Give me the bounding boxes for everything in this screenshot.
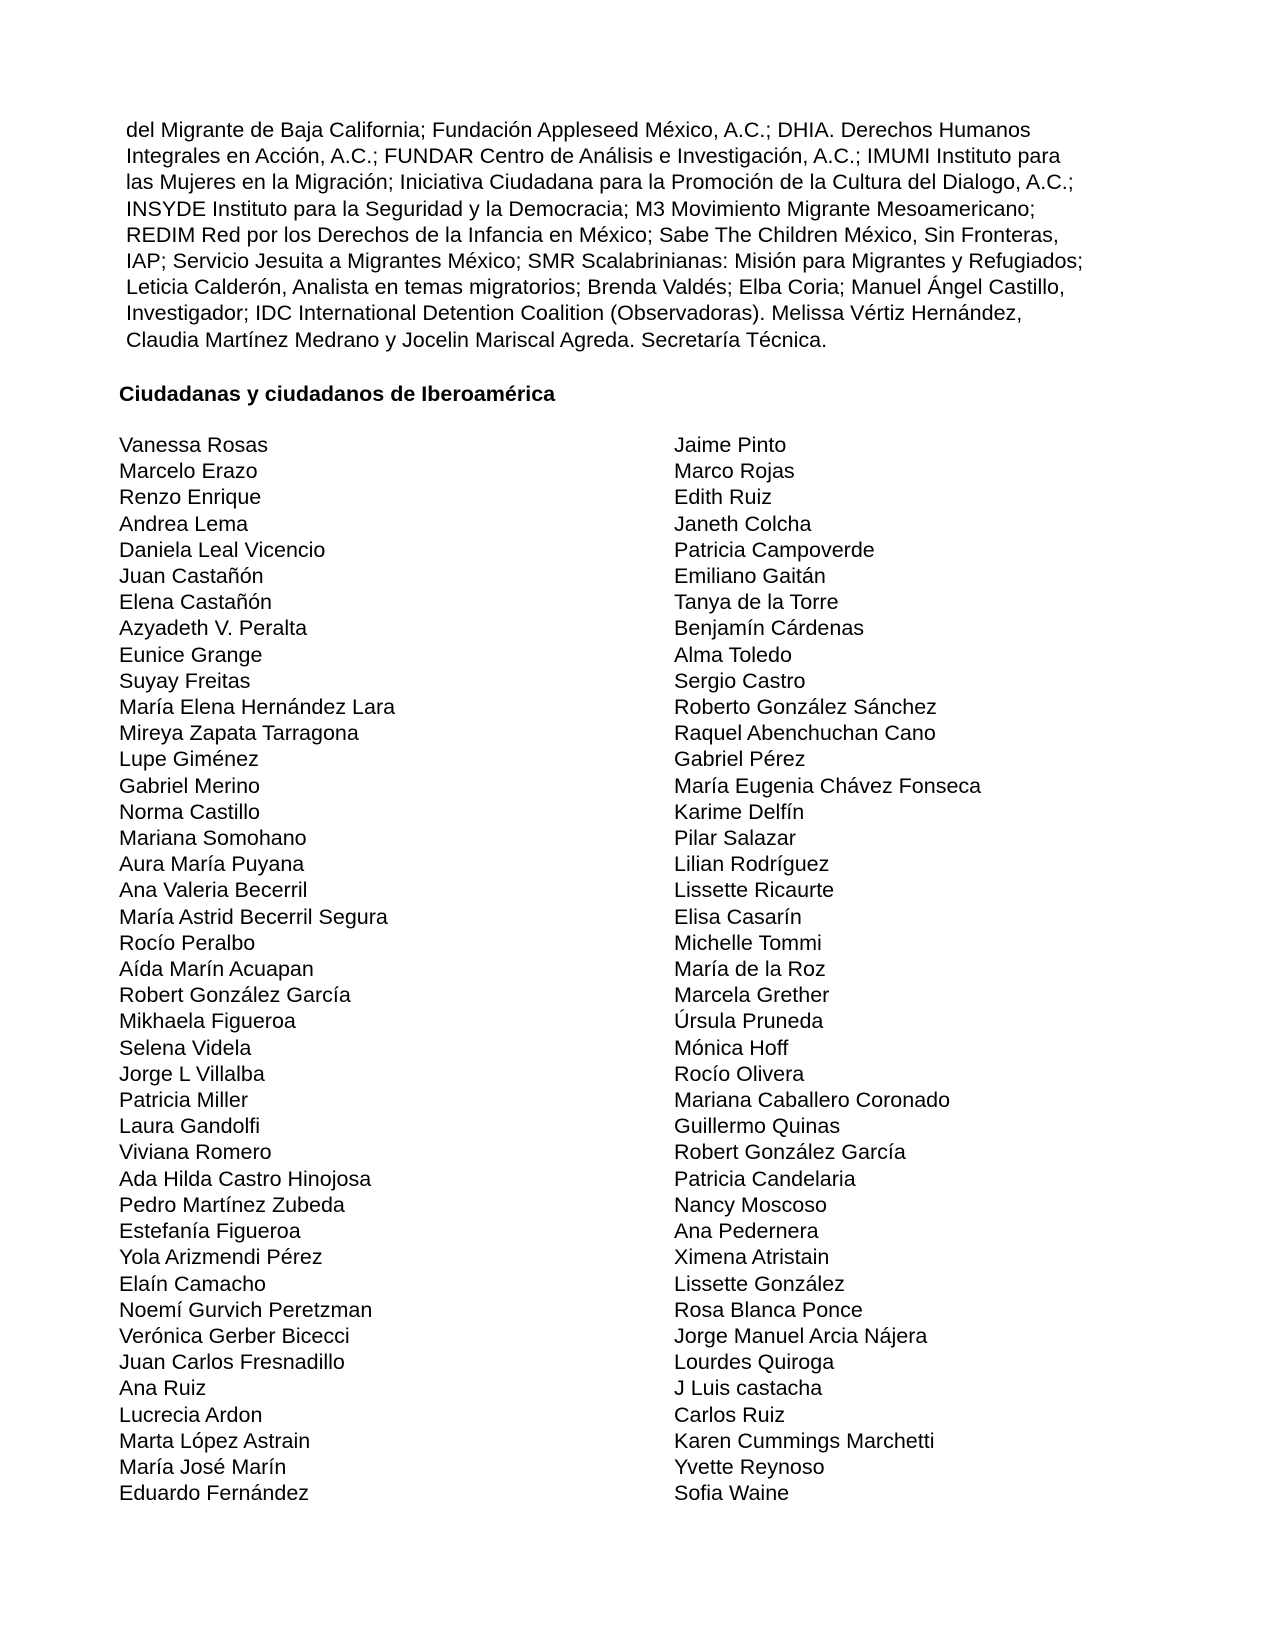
intro-line: Investigador; IDC International Detention Coalition (Observadoras). Melissa Vértiz Hernández, [126,301,1023,326]
signatory-name: Estefanía Figueroa [119,1219,301,1244]
signatory-name: Gabriel Pérez [674,747,806,772]
signatory-name: Mikhaela Figueroa [119,1009,296,1034]
signatories-left-column [119,432,395,1506]
signatory-name: Lissette González [674,1271,845,1296]
signatory-name: María José Marín [119,1454,287,1479]
signatory-name: Mariana Somohano [119,826,307,851]
signatory-name: Karen Cummings Marchetti [674,1428,935,1453]
intro-paragraph [126,117,1156,353]
signatory-name: Ana Pedernera [674,1219,819,1244]
signatory-name: Mariana Caballero Coronado [674,1088,951,1113]
signatory-name: Marcela Grether [674,983,830,1008]
signatory-name: Verónica Gerber Bicecci [119,1323,350,1348]
signatory-name: Jaime Pinto [674,433,787,457]
signatory-name: Sergio Castro [674,668,806,693]
signatory-name: María de la Roz [674,957,826,982]
signatory-name: Lissette Ricaurte [674,878,835,903]
intro-line: IAP; Servicio Jesuita a Migrantes México; SMR Scalabrinianas: Misión para Migrantes y Refugiados; [126,249,1084,274]
signatory-name: Pedro Martínez Zubeda [119,1192,345,1217]
signatory-name: Elaín Camacho [119,1271,266,1296]
signatory-name: Jorge Manuel Arcia Nájera [674,1323,928,1348]
signatory-name: Ana Ruiz [119,1376,207,1401]
signatory-name: Robert González García [119,983,351,1008]
signatory-name: Ada Hilda Castro Hinojosa [119,1166,372,1191]
signatory-name: Rocío Olivera [674,1061,805,1086]
signatory-name: Aída Marín Acuapan [119,957,314,982]
signatory-name: Raquel Abenchuchan Cano [674,721,936,746]
signatory-name: Juan Carlos Fresnadillo [119,1350,345,1375]
signatory-name: María Elena Hernández Lara [119,695,396,720]
signatory-name: Alma Toledo [674,642,792,667]
signatory-name: Carlos Ruiz [674,1402,786,1427]
signatory-name: María Eugenia Chávez Fonseca [674,773,982,798]
intro-line: INSYDE Instituto para la Seguridad y la Democracia; M3 Movimiento Migrante Mesoamericano; [126,196,1036,221]
signatory-name: Sofia Waine [674,1481,790,1506]
signatory-name: Jorge L Villalba [119,1061,265,1086]
signatory-name: Robert González García [674,1140,906,1165]
signatory-name: María Astrid Becerril Segura [119,904,388,929]
signatory-name: Eduardo Fernández [119,1481,310,1506]
signatory-name: Laura Gandolfi [119,1114,261,1139]
signatory-name: Viviana Romero [119,1140,272,1165]
signatory-name: Eunice Grange [119,642,263,667]
signatory-name: Lupe Giménez [119,747,259,772]
signatory-name: Marcelo Erazo [119,459,258,484]
signatory-name: Nancy Moscoso [674,1192,827,1217]
signatory-name: Emiliano Gaitán [674,564,826,589]
signatory-name: Patricia Candelaria [674,1166,856,1191]
signatory-name: J Luis castacha [674,1376,823,1401]
signatory-name: Renzo Enrique [119,485,262,510]
signatory-name: Lourdes Quiroga [674,1350,835,1375]
signatory-name: Mónica Hoff [674,1035,789,1060]
signatory-name: Daniela Leal Vicencio [119,537,326,562]
signatory-name: Janeth Colcha [674,511,812,536]
signatory-name: Rosa Blanca Ponce [674,1297,863,1322]
signatory-name: Elena Castañón [119,590,272,615]
signatory-name: Marco Rojas [674,459,795,484]
signatory-name: Marta López Astrain [119,1428,311,1453]
signatory-name: Juan Castañón [119,564,264,589]
signatory-name: Norma Castillo [119,799,260,824]
intro-line: del Migrante de Baja California; Fundación Appleseed México, A.C.; DHIA. Derechos Humanos [126,118,1031,142]
signatory-name: Azyadeth V. Peralta [119,616,308,641]
signatory-name: Roberto González Sánchez [674,695,937,720]
signatory-name: Noemí Gurvich Peretzman [119,1297,373,1322]
intro-line: Claudia Martínez Medrano y Jocelin Mariscal Agreda. Secretaría Técnica. [126,327,828,352]
signatory-name: Rocío Peralbo [119,930,256,955]
signatory-name: Tanya de la Torre [674,590,839,615]
intro-line: Leticia Calderón, Analista en temas migratorios; Brenda Valdés; Elba Coria; Manuel Ángel Castillo, [126,275,1065,300]
signatory-name: Suyay Freitas [119,668,251,693]
signatory-name: Patricia Miller [119,1088,249,1113]
signatory-name: Ximena Atristain [674,1245,830,1270]
signatory-name: Michelle Tommi [674,930,822,955]
signatory-name: Guillermo Quinas [674,1114,841,1139]
intro-line: las Mujeres en la Migración; Iniciativa Ciudadana para la Promoción de la Cultura del Dialogo, A.C.; [126,170,1074,195]
signatory-name: Edith Ruiz [674,485,772,510]
signatory-name: Yvette Reynoso [674,1454,825,1479]
signatory-name: Lilian Rodríguez [674,852,830,877]
signatory-name: Gabriel Merino [119,773,260,798]
signatory-name: Mireya Zapata Tarragona [119,721,359,746]
signatory-name: Andrea Lema [119,511,249,536]
signatory-name: Aura María Puyana [119,852,305,877]
signatory-name: Yola Arizmendi Pérez [119,1245,323,1270]
signatory-name: Lucrecia Ardon [119,1402,263,1427]
signatory-name: Vanessa Rosas [119,433,268,457]
signatory-name: Elisa Casarín [674,904,802,929]
signatory-name: Karime Delfín [674,799,805,824]
signatory-name: Patricia Campoverde [674,537,875,562]
signatory-name: Pilar Salazar [674,826,796,851]
intro-line: REDIM Red por los Derechos de la Infancia en México; Sabe The Children México, Sin Fronteras, [126,222,1059,247]
signatory-name: Ana Valeria Becerril [119,878,308,903]
signatory-name: Úrsula Pruneda [674,1009,824,1034]
signatory-name: Benjamín Cárdenas [674,616,865,641]
intro-line: Integrales en Acción, A.C.; FUNDAR Centro de Análisis e Investigación, A.C.; IMUMI Instituto para [126,144,1061,169]
signatory-name: Selena Videla [119,1035,252,1060]
section-heading: Ciudadanas y ciudadanos de Iberoamérica [119,382,556,406]
signatories-right-column [674,432,981,1506]
